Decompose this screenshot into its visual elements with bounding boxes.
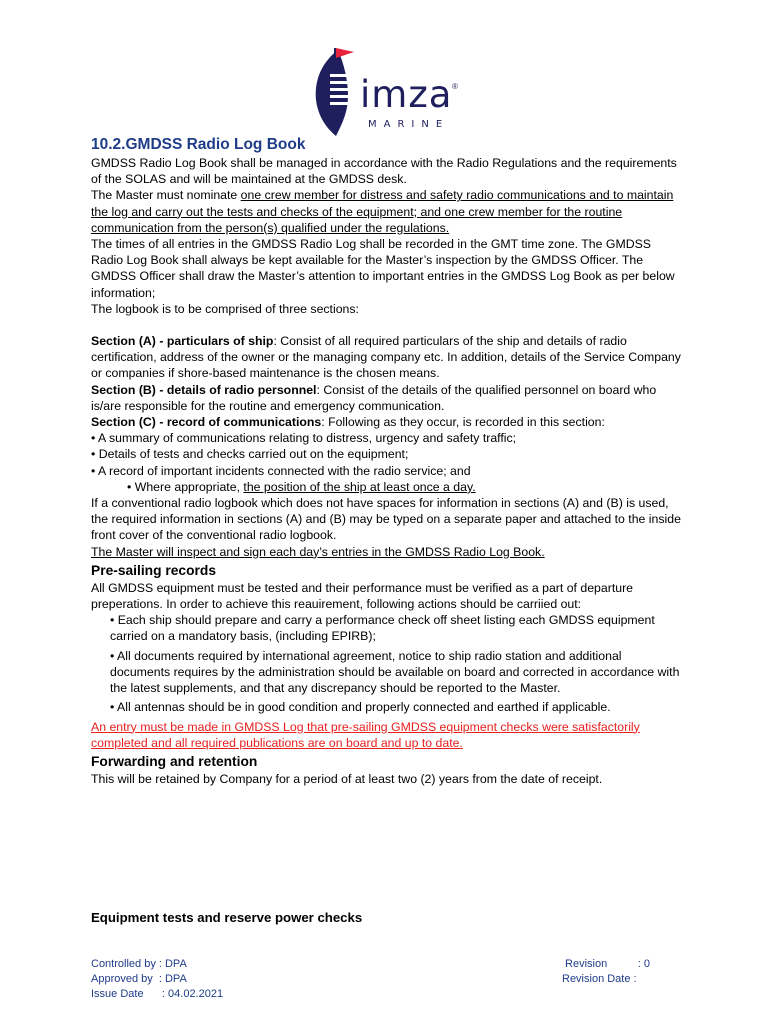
sub-bullet-prefix: • Where appropriate, <box>127 479 244 494</box>
presailing-list <box>91 612 681 715</box>
logo-subtitle: MARINE <box>368 119 450 130</box>
spacer <box>91 317 681 333</box>
revision: Revision : 0 <box>562 958 651 970</box>
forwarding-paragraph: This will be retained by Company for a period of at least two (2) years from the date of receipt. <box>91 771 603 786</box>
section-title: 10.2.GMDSS Radio Log Book <box>91 136 306 153</box>
sub-bullet-item <box>91 479 681 495</box>
master-nominate-paragraph <box>91 187 681 236</box>
logo-registered-mark: ® <box>452 82 458 91</box>
presailing-red-note: An entry must be made in GMDSS Log that pre-sailing GMDSS equipment checks were satisfactorily completed and all required publications are on board and up to date. <box>91 719 640 750</box>
presailing-heading: Pre-sailing records <box>91 562 216 578</box>
section-a-text: : Consist of all required particulars of the ship and details of radio certification, address of the owner or the managing company etc. In addition, details of the Service Company or companies if shore-based maintenance is the chosen means. <box>91 334 681 381</box>
footer-left <box>91 957 223 1002</box>
conventional-logbook-paragraph: If a conventional radio logbook which does not have spaces for information in sections (A) and (B) is used, the required information in sections (A) and (B) may be typed on a separate paper and attached to the inside front cover of the conventional radio logbook. <box>91 496 681 543</box>
section-a-paragraph <box>91 333 681 382</box>
section-c-text: : Following as they occur, is recorded in this section: <box>321 415 605 430</box>
section-c-paragraph <box>91 414 681 430</box>
bullet-item: • Details of tests and checks carried out on the equipment; <box>91 447 409 462</box>
bullet-item: • A summary of communications relating to distress, urgency and safety traffic; <box>91 431 517 446</box>
revision-date: Revision Date : <box>562 973 637 985</box>
section-b-label: Section (B) - details of radio personnel <box>91 382 317 397</box>
equipment-tests-heading: Equipment tests and reserve power checks <box>91 910 363 925</box>
gmt-times-paragraph: The times of all entries in the GMDSS Radio Log shall be recorded in the GMT time zone. The GMDSS Radio Log Book shall always be kept available for the Master’s inspection by the GMDSS Officer. The GMDSS Officer shall draw the Master’s attention to important entries in the GMDSS Log Book as per below information; <box>91 237 675 300</box>
section-c-label: Section (C) - record of communications <box>91 415 322 430</box>
presailing-bullet: • All antennas should be in good condition and properly connected and earthed if applicable. <box>110 700 611 715</box>
section-b-text: : Consist of the details of the qualified personnel on board who is/are responsible for the routine and emergency communication. <box>91 382 657 413</box>
bullet-item: • A record of important incidents connected with the radio service; and <box>91 463 471 478</box>
presailing-bullet: • Each ship should prepare and carry a performance check off sheet listing each GMDSS equipment carried on a mandatory basis, (including EPIRB); <box>110 613 655 644</box>
master-nominate-underlined: one crew member for distress and safety radio communications and to maintain the log and carry out the tests and checks of the equipment; and one crew member for the routine communication from the person(s) qualified under the regulations. <box>91 188 674 235</box>
feather-logo-icon <box>308 44 360 136</box>
approved-by: Approved by : DPA <box>91 973 187 985</box>
presailing-paragraph: All GMDSS equipment must be tested and their performance must be verified as a part of departure preperations. In order to achieve this reauirement, following actions should be carriied out: <box>91 580 634 612</box>
three-sections-line: The logbook is to be comprised of three sections: <box>91 301 359 316</box>
document-body <box>91 135 681 787</box>
sub-bullet-underlined: the position of the ship at least once a day. <box>243 479 476 494</box>
imza-marine-logo <box>308 44 468 136</box>
master-nominate-prefix: The Master must nominate <box>91 188 241 203</box>
section-a-label: Section (A) - particulars of ship <box>91 334 274 349</box>
forwarding-heading: Forwarding and retention <box>91 753 258 769</box>
master-inspect-line: The Master will inspect and sign each day’s entries in the GMDSS Radio Log Book. <box>91 544 545 559</box>
presailing-bullet: • All documents required by international agreement, notice to ship radio station and additional documents requires by the administration should be available on board and corrected in accordance with the latest supplements, and that any discrepancy should be reported to the Master. <box>110 648 680 696</box>
intro-paragraph: GMDSS Radio Log Book shall be managed in accordance with the Radio Regulations and the requirements of the SOLAS and will be maintained at the GMDSS desk. <box>91 156 677 187</box>
footer-right <box>562 957 650 987</box>
section-b-paragraph <box>91 382 681 414</box>
issue-date: Issue Date : 04.02.2021 <box>91 988 224 1000</box>
logo-wordmark: imza <box>360 73 453 116</box>
controlled-by: Controlled by : DPA <box>91 958 187 970</box>
